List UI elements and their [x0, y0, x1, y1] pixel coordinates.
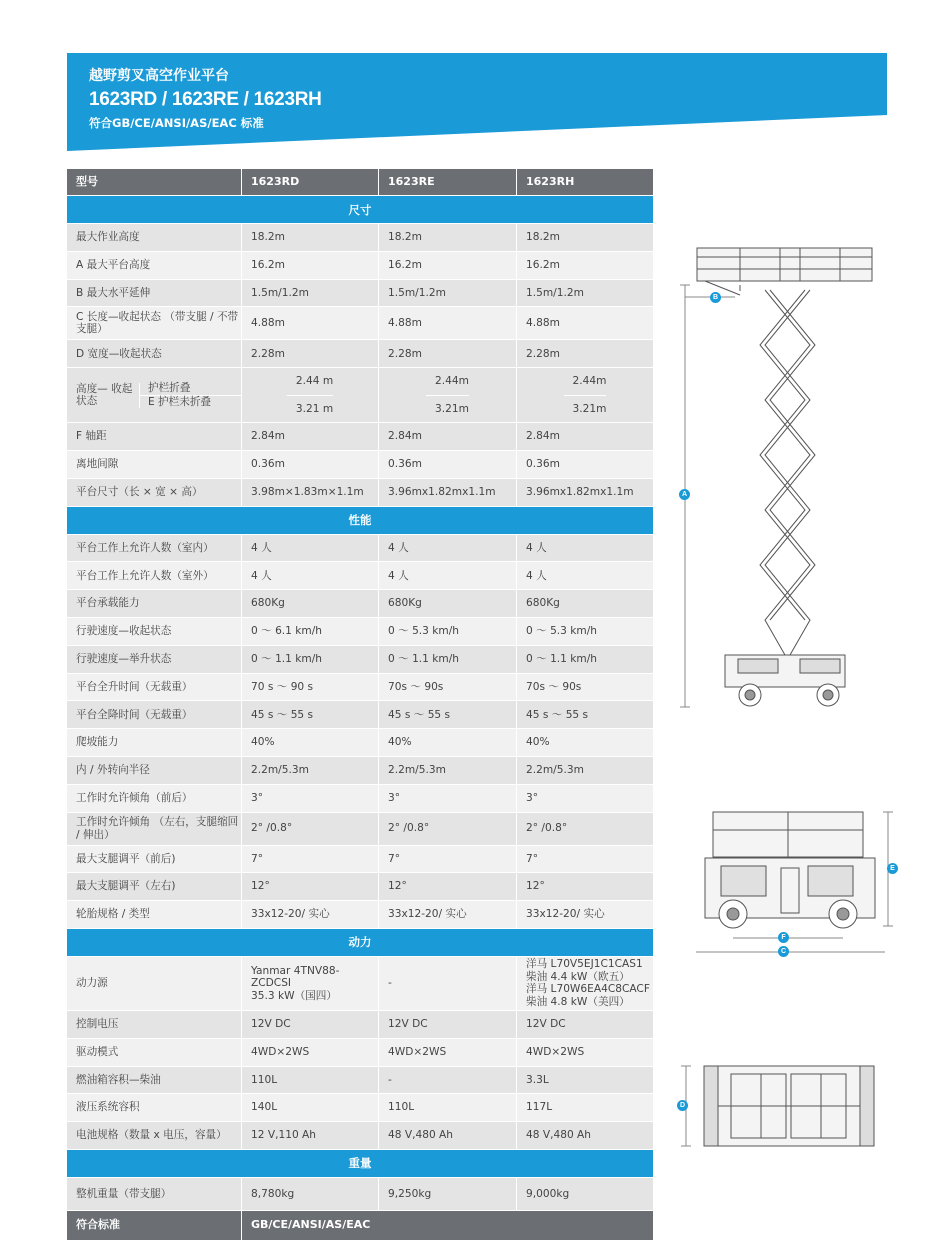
table-row — [67, 846, 653, 874]
row-label: A 最大平台高度 — [67, 252, 242, 279]
table-row — [67, 479, 653, 507]
row-label: 平台工作上允许人数（室外） — [67, 562, 242, 589]
cell-value: 4.88m — [526, 317, 560, 330]
cell-value: 4 人 — [379, 562, 517, 589]
cell-value: 4.88m — [242, 307, 379, 339]
cell-value: 0 ～ 1.1 km/h — [242, 646, 379, 673]
table-row — [67, 423, 653, 451]
cell-value: 0.36m — [526, 458, 560, 471]
cell-value: 12V DC — [242, 1011, 379, 1038]
cell-value: 2.84m — [242, 423, 379, 450]
cell-value: 35.3 kW（国四） — [251, 989, 337, 1002]
cell-value: 1.5m/1.2m — [379, 280, 517, 307]
cell-value: 12V DC — [379, 1011, 517, 1038]
power-source-row — [67, 957, 653, 1011]
cell-value: 2° /0.8° — [526, 822, 568, 835]
cell-value: 680Kg — [242, 590, 379, 617]
cell-value: 12° — [242, 873, 379, 900]
cell-value: 0 ～ 1.1 km/h — [526, 652, 598, 665]
row-label: 工作时允许倾角 （左右，支腿缩回 / 伸出） — [67, 813, 242, 845]
cell-value: 4.88m — [379, 307, 517, 339]
cell-value: 3° — [242, 785, 379, 812]
row-label: 轮胎规格 / 类型 — [67, 901, 242, 928]
product-category-title: 越野剪叉高空作业平台 — [89, 68, 229, 84]
dimension-b-badge: B — [710, 292, 721, 303]
cell-value: 4 人 — [242, 535, 379, 562]
cell-value: 2.28m — [526, 347, 560, 360]
lift-stowed-front-diagram — [693, 808, 903, 958]
cell-value: 8,780kg — [242, 1178, 379, 1210]
cell-value: Yanmar 4TNV88-ZCDCSI — [251, 964, 340, 990]
cell-value: 洋马 L70W6EA4C8CACF — [526, 983, 650, 996]
header-1623rd: 1623RD — [242, 169, 379, 195]
cell-value: 4 人 — [379, 535, 517, 562]
cell-value: 680Kg — [379, 590, 517, 617]
title-banner — [67, 53, 887, 151]
row-label: 内 / 外转向半径 — [67, 757, 242, 784]
cell-value: 48 V,480 Ah — [526, 1129, 592, 1142]
cell-value: 70s ～ 90s — [526, 680, 582, 693]
cell-value: 12 V,110 Ah — [242, 1122, 379, 1149]
dimension-a-badge: A — [679, 489, 690, 500]
row-label: 爬坡能力 — [67, 729, 242, 756]
table-row — [67, 1039, 653, 1067]
cell-value: 3.96mx1.82mx1.1m — [526, 485, 634, 498]
cell-value: 3.3L — [526, 1073, 549, 1086]
table-row — [67, 618, 653, 646]
cell-value: 33x12-20/ 实心 — [526, 908, 605, 921]
cell-value: 33x12-20/ 实心 — [379, 901, 517, 928]
cell-value: 9,000kg — [526, 1187, 570, 1200]
model-names: 1623RD / 1623RE / 1623RH — [89, 89, 322, 110]
table-header-row — [67, 169, 653, 196]
power-source-re: - — [379, 957, 517, 1010]
cell-value: 2.44m — [426, 368, 469, 396]
cell-value: 2.84m — [526, 430, 560, 443]
cell-value: 2.44 m — [287, 368, 333, 396]
cell-value: 110L — [242, 1067, 379, 1094]
cell-value: 洋马 L70V5EJ1C1CAS1 — [526, 958, 643, 971]
spec-table — [67, 169, 653, 1241]
cell-value: 48 V,480 Ah — [379, 1122, 517, 1149]
dimension-e-badge: E — [887, 863, 898, 874]
cell-value: 3° — [526, 791, 539, 804]
cell-value: 12V DC — [526, 1018, 566, 1031]
cell-value: 4 人 — [526, 541, 547, 554]
table-row — [67, 280, 653, 308]
row-label: F 轴距 — [67, 423, 242, 450]
cell-value: 40% — [526, 736, 550, 749]
table-row — [67, 1122, 653, 1150]
stowed-height-sublabels — [140, 382, 241, 408]
row-label: 平台承载能力 — [67, 590, 242, 617]
cell-value: 4 人 — [526, 569, 547, 582]
cell-value: 18.2m — [526, 231, 560, 244]
cell-value: 117L — [526, 1101, 553, 1114]
cell-value: 3.96mx1.82mx1.1m — [379, 479, 517, 506]
table-row — [67, 1178, 653, 1211]
row-label: 控制电压 — [67, 1011, 242, 1038]
table-row — [67, 674, 653, 702]
table-row — [67, 901, 653, 929]
weight-rows — [67, 1178, 653, 1211]
dimension-c-badge: C — [778, 946, 789, 957]
cell-value: 0 ～ 6.1 km/h — [242, 618, 379, 645]
row-label: 平台尺寸（长 × 宽 × 高） — [67, 479, 242, 506]
lift-top-view-diagram — [676, 1060, 881, 1152]
power-source-label: 动力源 — [67, 957, 242, 1010]
table-row — [67, 757, 653, 785]
cell-value: 2° /0.8° — [379, 813, 517, 845]
stowed-height-rd — [242, 368, 379, 422]
table-row — [67, 1067, 653, 1095]
cell-value: 2.2m/5.3m — [526, 764, 584, 777]
stowed-height-rh — [517, 368, 653, 422]
section-weight: 重量 — [67, 1150, 653, 1178]
cell-value: - — [379, 1067, 517, 1094]
cell-value: 12° — [526, 880, 545, 893]
row-label: 平台全升时间（无载重） — [67, 674, 242, 701]
performance-rows — [67, 535, 653, 929]
power-rows — [67, 1011, 653, 1150]
stowed-height-label-cell — [67, 368, 242, 422]
row-label: 驱动模式 — [67, 1039, 242, 1066]
row-label: C 长度—收起状态 （带支腿 / 不带支腿） — [67, 307, 242, 339]
power-source-rd — [242, 957, 379, 1010]
standards-subtitle: 符合GB/CE/ANSI/AS/EAC 标准 — [89, 116, 264, 130]
row-label: 整机重量（带支腿） — [67, 1178, 242, 1210]
stowed-height-label: 高度— 收起状态 — [67, 383, 140, 408]
table-row — [67, 451, 653, 479]
table-row — [67, 729, 653, 757]
row-label: 电池规格（数量 x 电压，容量） — [67, 1122, 242, 1149]
table-row — [67, 1011, 653, 1039]
stowed-height-re — [379, 368, 517, 422]
standards-value: GB/CE/ANSI/AS/EAC — [251, 1217, 371, 1231]
stowed-height-row — [67, 368, 653, 423]
cell-value: 45 s ～ 55 s — [379, 701, 517, 728]
table-row — [67, 1094, 653, 1122]
cell-value: 2.28m — [379, 340, 517, 367]
table-row — [67, 590, 653, 618]
cell-value: 45 s ～ 55 s — [526, 708, 589, 721]
cell-value: 4WD×2WS — [526, 1045, 585, 1058]
cell-value: 0.36m — [379, 451, 517, 478]
cell-value: 18.2m — [379, 224, 517, 251]
row-label: 最大支腿调平（左右) — [67, 873, 242, 900]
cell-value: 110L — [379, 1094, 517, 1121]
header-1623rh: 1623RH — [526, 174, 575, 188]
table-row — [67, 646, 653, 674]
cell-value: 40% — [379, 729, 517, 756]
cell-value: 16.2m — [242, 252, 379, 279]
cell-value: 柴油 4.8 kW（美四） — [526, 995, 630, 1008]
dimensions-rows-2 — [67, 423, 653, 506]
table-row — [67, 307, 653, 340]
cell-value: 2.2m/5.3m — [379, 757, 517, 784]
table-row — [67, 813, 653, 846]
cell-value: 33x12-20/ 实心 — [242, 901, 379, 928]
row-label: 行驶速度—举升状态 — [67, 646, 242, 673]
cell-value: 16.2m — [526, 258, 560, 271]
cell-value: 70 s ～ 90 s — [242, 674, 379, 701]
cell-value: 45 s ～ 55 s — [242, 701, 379, 728]
cell-value: 3.21m — [572, 402, 607, 415]
cell-value: 140L — [242, 1094, 379, 1121]
cell-value: 2.44m — [564, 368, 607, 396]
cell-value: 4WD×2WS — [379, 1039, 517, 1066]
cell-value: 2.84m — [379, 423, 517, 450]
cell-value: 0 ～ 5.3 km/h — [379, 618, 517, 645]
section-performance: 性能 — [67, 507, 653, 535]
row-label: 最大作业高度 — [67, 224, 242, 251]
stowed-height-sub2: E 护栏未折叠 — [148, 395, 212, 408]
table-row — [67, 562, 653, 590]
stowed-height-sub1: 护栏折叠 — [140, 382, 241, 396]
row-label: 离地间隙 — [67, 451, 242, 478]
cell-value: 3.21 m — [295, 402, 334, 415]
cell-value: 柴油 4.4 kW（欧五） — [526, 970, 630, 983]
cell-value: 9,250kg — [379, 1178, 517, 1210]
row-label: 平台全降时间（无载重） — [67, 701, 242, 728]
section-power: 动力 — [67, 929, 653, 957]
row-label: 最大支腿调平（前后) — [67, 846, 242, 873]
lift-elevated-diagram — [680, 245, 875, 710]
cell-value: 7° — [242, 846, 379, 873]
cell-value: 2.28m — [242, 340, 379, 367]
row-label: 工作时允许倾角（前后） — [67, 785, 242, 812]
cell-value: 7° — [379, 846, 517, 873]
cell-value: 7° — [526, 852, 539, 865]
row-label: 液压系统容积 — [67, 1094, 242, 1121]
table-row — [67, 701, 653, 729]
section-dimensions: 尺寸 — [67, 196, 653, 224]
row-label: 平台工作上允许人数（室内） — [67, 535, 242, 562]
cell-value: 3° — [379, 785, 517, 812]
cell-value: 4WD×2WS — [242, 1039, 379, 1066]
cell-value: 12° — [379, 873, 517, 900]
cell-value: 70s ～ 90s — [379, 674, 517, 701]
table-row — [67, 252, 653, 280]
cell-value: 2° /0.8° — [242, 813, 379, 845]
dimension-f-badge: F — [778, 932, 789, 943]
cell-value: 18.2m — [242, 224, 379, 251]
row-label: 行驶速度—收起状态 — [67, 618, 242, 645]
table-row — [67, 873, 653, 901]
row-label: 燃油箱容积—柴油 — [67, 1067, 242, 1094]
power-source-rh — [517, 957, 653, 1010]
header-model-label: 型号 — [67, 169, 242, 195]
cell-value: 40% — [242, 729, 379, 756]
cell-value: 3.98m×1.83m×1.1m — [242, 479, 379, 506]
table-row — [67, 785, 653, 813]
cell-value: 16.2m — [379, 252, 517, 279]
row-label: D 宽度—收起状态 — [67, 340, 242, 367]
cell-value: 680Kg — [526, 597, 560, 610]
row-label: B 最大水平延伸 — [67, 280, 242, 307]
standards-label: 符合标准 — [67, 1211, 242, 1240]
cell-value: 0 ～ 1.1 km/h — [379, 646, 517, 673]
cell-value: 3.21m — [435, 402, 469, 415]
cell-value: 4 人 — [242, 562, 379, 589]
cell-value: 0 ～ 5.3 km/h — [526, 625, 598, 638]
header-1623re: 1623RE — [379, 169, 517, 195]
table-row — [67, 224, 653, 252]
dimensions-rows — [67, 224, 653, 368]
cell-value: 1.5m/1.2m — [242, 280, 379, 307]
cell-value: 1.5m/1.2m — [526, 286, 584, 299]
table-row — [67, 340, 653, 368]
dimension-d-badge: D — [677, 1100, 688, 1111]
table-row — [67, 535, 653, 563]
cell-value: 2.2m/5.3m — [242, 757, 379, 784]
cell-value: 0.36m — [242, 451, 379, 478]
